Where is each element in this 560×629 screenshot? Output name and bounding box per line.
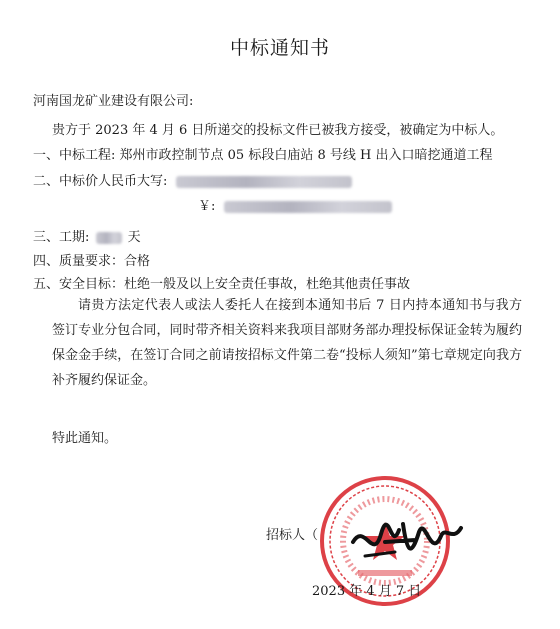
redacted-period — [96, 232, 122, 244]
document-title: 中标通知书 — [229, 37, 330, 59]
period-line — [33, 229, 141, 247]
redacted-price-words — [176, 176, 352, 188]
price-symbol: ￥: — [198, 199, 216, 214]
closing-text: 特此通知。 — [52, 431, 118, 446]
price-label: 二、中标价人民币大写: — [33, 174, 168, 189]
issue-date: 2023 年 4 月 7 日 — [312, 584, 422, 599]
addressee: 河南国龙矿业建设有限公司: — [33, 94, 194, 109]
instruction-paragraph: 请贵方法定代表人或法人委托人在接到本通知书后 7 日内持本通知书与我方签订专业分包合同，同时带齐相关资料来我项目部财务部办理投标保证金转为履约保金金手续，在签订合同之前请按招标文件第二卷“投标人须知”第七章规定向我方补齐履约保证金。 — [52, 298, 522, 388]
period-unit: 天 — [127, 230, 141, 245]
price-number-line — [198, 198, 392, 216]
signature-label: 招标人（ — [266, 528, 319, 543]
price-line — [33, 173, 352, 191]
project-line — [33, 147, 492, 165]
quality-line: 四、质量要求：合格 — [33, 254, 151, 269]
intro-paragraph: 贵方于 2023 年 4 月 6 日所递交的投标文件已被我方接受，被确定为中标人。 — [52, 123, 504, 138]
project-label: 一、中标工程: — [33, 148, 116, 163]
safety-line: 五、安全目标：杜绝一般及以上安全责任事故，杜绝其他责任事故 — [33, 277, 411, 292]
redacted-price-number — [224, 201, 392, 213]
handwritten-signature — [345, 512, 465, 572]
project-value: 郑州市政控制节点 05 标段白庙站 8 号线 H 出入口暗挖通道工程 — [119, 148, 493, 163]
period-label: 三、工期: — [33, 230, 90, 245]
